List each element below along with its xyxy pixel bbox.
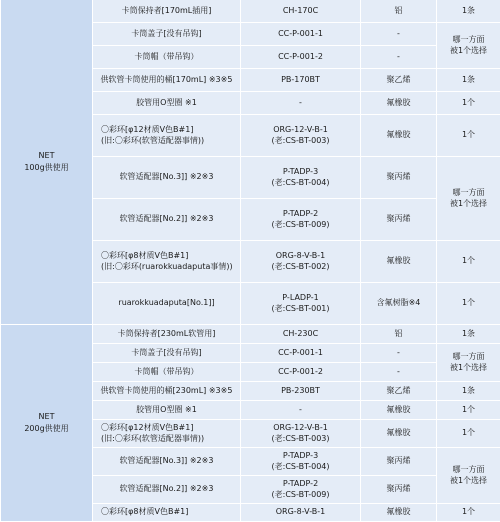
material-cell	[361, 69, 437, 92]
part-number-cell	[241, 92, 361, 115]
quantity-cell	[437, 92, 500, 115]
part-name-cell	[93, 241, 241, 283]
cell-text: (旧:〇彩环(软管适配器事情))	[95, 434, 238, 445]
quantity-cell	[437, 115, 500, 157]
quantity-cell	[437, 401, 500, 420]
material-cell	[361, 46, 437, 69]
group-label	[1, 325, 93, 522]
quantity-cell	[437, 241, 500, 283]
cell-text: CC-P-001-2	[243, 367, 358, 378]
cell-text: (老:CS-BT-003)	[243, 434, 358, 445]
cell-text: (老:CS-BT-002)	[243, 262, 358, 273]
material-cell	[361, 344, 437, 363]
cell-text: 聚丙烯	[363, 172, 434, 183]
quantity-cell	[437, 504, 500, 522]
cell-text: 供软管卡筒使用的桶[230mL] ※3※5	[95, 386, 238, 397]
cell-text: (老:CS-BT-009)	[243, 220, 358, 231]
quantity-cell	[437, 283, 500, 325]
quantity-cell	[437, 157, 500, 241]
part-name-cell	[93, 115, 241, 157]
part-number-cell	[241, 23, 361, 46]
cell-text: 卡筒帽（带吊钩）	[95, 367, 238, 378]
cell-text: 铝	[363, 6, 434, 17]
cell-text: 卡筒盖子[没有吊钩]	[95, 348, 238, 359]
group-label-text: 200g供使用	[3, 423, 90, 435]
cell-text: -	[243, 405, 358, 416]
material-cell	[361, 401, 437, 420]
part-number-cell	[241, 283, 361, 325]
material-cell	[361, 115, 437, 157]
cell-text: -	[363, 367, 434, 378]
cell-text: -	[363, 29, 434, 40]
part-name-cell	[93, 283, 241, 325]
cell-text: -	[243, 98, 358, 109]
part-name-cell	[93, 157, 241, 199]
group-label	[1, 0, 93, 325]
quantity-cell	[437, 69, 500, 92]
cell-text: 1条	[439, 386, 498, 397]
part-name-cell	[93, 401, 241, 420]
cell-text: -	[363, 348, 434, 359]
material-cell	[361, 199, 437, 241]
cell-text: 卡筒帽（带吊钩）	[95, 52, 238, 63]
cell-text: 氟橡胶	[363, 507, 434, 518]
table-row	[1, 0, 500, 23]
material-cell	[361, 241, 437, 283]
cell-text: 胶管用O型圈 ※1	[95, 98, 238, 109]
part-number-cell	[241, 0, 361, 23]
material-cell	[361, 420, 437, 448]
cell-text: ORG-12-V-B-1	[243, 125, 358, 136]
cell-text: PB-170BT	[243, 75, 358, 86]
part-name-cell	[93, 363, 241, 382]
part-number-cell	[241, 448, 361, 476]
cell-text: 〇彩环[φ8材质V色B#1]	[95, 251, 238, 262]
cell-text: 氟橡胶	[363, 405, 434, 416]
cell-text: (老:CS-BT-003)	[243, 136, 358, 147]
cell-text: 氟橡胶	[363, 98, 434, 109]
part-name-cell	[93, 420, 241, 448]
quantity-cell	[437, 382, 500, 401]
cell-text: CC-P-001-2	[243, 52, 358, 63]
part-number-cell	[241, 46, 361, 69]
cell-text: 胶管用O型圈 ※1	[95, 405, 238, 416]
material-cell	[361, 363, 437, 382]
part-number-cell	[241, 199, 361, 241]
cell-text: 1个	[439, 405, 498, 416]
part-name-cell	[93, 382, 241, 401]
material-cell	[361, 504, 437, 522]
cell-text: 1条	[439, 75, 498, 86]
material-cell	[361, 476, 437, 504]
cell-text: 1条	[439, 329, 498, 340]
part-name-cell	[93, 23, 241, 46]
cell-text: 软管适配器[No.2]] ※2※3	[95, 484, 238, 495]
part-name-cell	[93, 92, 241, 115]
quantity-cell	[437, 325, 500, 344]
quantity-cell	[437, 448, 500, 504]
material-cell	[361, 325, 437, 344]
part-number-cell	[241, 241, 361, 283]
part-number-cell	[241, 363, 361, 382]
cell-text: 被1个选择	[439, 363, 498, 374]
part-number-cell	[241, 420, 361, 448]
cell-text: CC-P-001-1	[243, 348, 358, 359]
group-label-text: 100g供使用	[3, 162, 90, 174]
cell-text: 氟橡胶	[363, 130, 434, 141]
cell-text: 铝	[363, 329, 434, 340]
cell-text: 哪一方面	[439, 352, 498, 363]
part-name-cell	[93, 448, 241, 476]
cell-text: P-TADP-3	[243, 451, 358, 462]
cell-text: 1个	[439, 298, 498, 309]
cell-text: (旧:〇彩环(软管适配器事情))	[95, 136, 238, 147]
cell-text: 聚丙烯	[363, 456, 434, 467]
cell-text: 1个	[439, 507, 498, 518]
cell-text: (老:CS-BT-009)	[243, 490, 358, 501]
cell-text: ORG-8-V-B-1	[243, 251, 358, 262]
part-name-cell	[93, 0, 241, 23]
cell-text: P-TADP-3	[243, 167, 358, 178]
quantity-cell	[437, 344, 500, 382]
cell-text: 氟橡胶	[363, 428, 434, 439]
cell-text: 卡筒盖子[没有吊钩]	[95, 29, 238, 40]
group-label-text: NET	[3, 411, 90, 423]
part-number-cell	[241, 401, 361, 420]
cell-text: 1个	[439, 256, 498, 267]
cell-text: CH-170C	[243, 6, 358, 17]
cell-text: ORG-8-V-B-1	[243, 507, 358, 518]
cell-text: 1个	[439, 98, 498, 109]
cell-text: (老:CS-BT-001)	[243, 304, 358, 315]
cell-text: P-TADP-2	[243, 479, 358, 490]
cell-text: 聚丙烯	[363, 484, 434, 495]
cell-text: 〇彩环[φ12材质V色B#1]	[95, 125, 238, 136]
cell-text: 1个	[439, 428, 498, 439]
cell-text: 软管适配器[No.2]] ※2※3	[95, 214, 238, 225]
part-name-cell	[93, 199, 241, 241]
cell-text: 1个	[439, 130, 498, 141]
part-number-cell	[241, 157, 361, 199]
cell-text: 聚乙烯	[363, 75, 434, 86]
cell-text: 〇彩环[φ8材质V色B#1]	[95, 507, 238, 518]
quantity-cell	[437, 0, 500, 23]
material-cell	[361, 448, 437, 476]
cell-text: 聚乙烯	[363, 386, 434, 397]
cell-text: P-TADP-2	[243, 209, 358, 220]
cell-text: 被1个选择	[439, 199, 498, 210]
material-cell	[361, 382, 437, 401]
part-number-cell	[241, 382, 361, 401]
cell-text: ruarokkuadaputa[No.1]]	[95, 298, 238, 309]
part-number-cell	[241, 69, 361, 92]
cell-text: 1条	[439, 6, 498, 17]
part-name-cell	[93, 344, 241, 363]
cell-text: 卡筒保持者[230mL软管用]	[95, 329, 238, 340]
part-name-cell	[93, 69, 241, 92]
part-number-cell	[241, 476, 361, 504]
cell-text: 含氟树脂※4	[363, 298, 434, 309]
part-name-cell	[93, 325, 241, 344]
material-cell	[361, 283, 437, 325]
part-number-cell	[241, 115, 361, 157]
cell-text: PB-230BT	[243, 386, 358, 397]
part-name-cell	[93, 46, 241, 69]
cell-text: CH-230C	[243, 329, 358, 340]
cell-text: (旧:〇彩环(ruarokkuadaputa事情))	[95, 262, 238, 273]
part-number-cell	[241, 325, 361, 344]
cell-text: CC-P-001-1	[243, 29, 358, 40]
material-cell	[361, 23, 437, 46]
group-label-text: NET	[3, 150, 90, 162]
part-number-cell	[241, 344, 361, 363]
material-cell	[361, 92, 437, 115]
cell-text: 氟橡胶	[363, 256, 434, 267]
part-number-cell	[241, 504, 361, 522]
cell-text: 软管适配器[No.3]] ※2※3	[95, 172, 238, 183]
part-name-cell	[93, 504, 241, 522]
cell-text: 〇彩环[φ12材质V色B#1]	[95, 423, 238, 434]
material-cell	[361, 0, 437, 23]
cell-text: 哪一方面	[439, 35, 498, 46]
quantity-cell	[437, 420, 500, 448]
cell-text: (老:CS-BT-004)	[243, 462, 358, 473]
part-name-cell	[93, 476, 241, 504]
cell-text: P-LADP-1	[243, 293, 358, 304]
cell-text: (老:CS-BT-004)	[243, 178, 358, 189]
cell-text: 被1个选择	[439, 476, 498, 487]
table-row	[1, 325, 500, 344]
cell-text: -	[363, 52, 434, 63]
cell-text: 软管适配器[No.3]] ※2※3	[95, 456, 238, 467]
cell-text: 哪一方面	[439, 188, 498, 199]
cell-text: 供软管卡筒使用的桶[170mL] ※3※5	[95, 75, 238, 86]
cell-text: 卡筒保持者[170mL插用]	[95, 6, 238, 17]
cell-text: 哪一方面	[439, 465, 498, 476]
cell-text: 聚丙烯	[363, 214, 434, 225]
quantity-cell	[437, 23, 500, 69]
material-cell	[361, 157, 437, 199]
cell-text: 被1个选择	[439, 46, 498, 57]
cell-text: ORG-12-V-B-1	[243, 423, 358, 434]
